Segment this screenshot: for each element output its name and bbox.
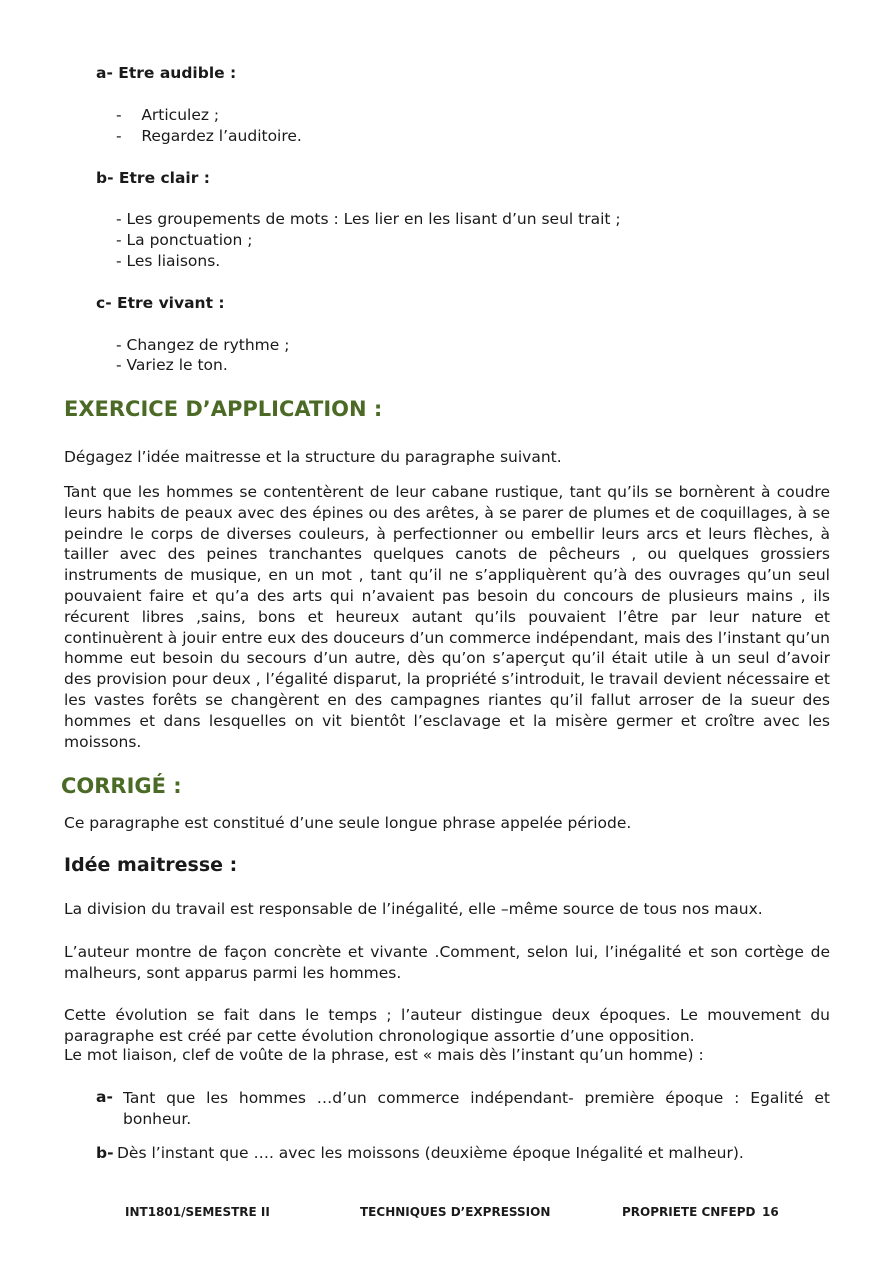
section-c-title: c- Etre vivant : [96,294,225,312]
corrige-intro: Ce paragraphe est constitué d’une seule longue phrase appelée période. [64,814,632,832]
list-item: - Articulez ; [116,106,220,124]
corrige-p4: Le mot liaison, clef de voûte de la phrase, est « mais dès l’instant qu’un homme) : [64,1046,704,1064]
exercise-instruction: Dégagez l’idée maitresse et la structure du paragraphe suivant. [64,448,562,466]
exercise-passage: Tant que les hommes se contentèrent de leur cabane rustique, tant qu’ils se bornèrent à coudre leurs habits de peaux avec des épines ou des arêtes, à se parer de plumes et de coquillages, à se peindre le corps de diverses couleurs, à perfectionner ou embellir leurs arcs et leurs flèches, à tailler avec des peines tranchantes quelques canots de pêcheurs , ou quelques grossiers instruments de musique, en un mot , tant qu’il ne s’appliquèrent qu’à des ouvrages qu’un seul pouvaient faire et qu’a des arts qui n’avaient pas besoin du concours de plusieurs mains , ils récurent libres ,sains, bons et heureux autant qu’ils pouvaient l’être par leur nature et continuèrent à jouir entre eux des douceurs d’un commerce indépendant, mais des l’instant qu’un homme eut besoin du secours d’un autre, dès qu’on s’aperçut qu’il était utile à un seul d’avoir des provision pour deux , l’égalité disparut, la propriété s’introduit, le travail devient nécessaire et les vastes forêts se changèrent en des campagnes riantes qu’il fallut arroser de la sueur des hommes et dans lesquelles on vit bientôt l’esclavage et la misère germer et croître avec les moissons. [64,483,830,751]
corrige-heading: CORRIGÉ : [61,774,182,798]
section-b-item-2: - La ponctuation ; [116,231,253,249]
section-b-item-3: - Les liaisons. [116,252,221,270]
exercise-heading: EXERCICE D’APPLICATION : [64,397,383,421]
item-b-text: Dès l’instant que …. avec les moissons (deuxième époque Inégalité et malheur). [117,1144,744,1162]
item-a-text: Tant que les hommes …d’un commerce indépendant- première époque : Egalité et bonheur. [123,1089,830,1128]
section-b-item-1: - Les groupements de mots : Les lier en les lisant d’un seul trait ; [116,210,621,228]
footer-left: INT1801/SEMESTRE II [125,1205,270,1219]
item-b-marker: b- [96,1144,114,1162]
item-a-marker: a- [96,1088,113,1106]
section-a-title: a- Etre audible : [96,64,237,82]
idee-heading: Idée maitresse : [64,854,238,876]
section-c-item-1: - Changez de rythme ; [116,336,290,354]
section-a-item-2: Regardez l’auditoire. [141,127,302,145]
footer-right: PROPRIETE CNFEPD [622,1205,756,1219]
footer-center: TECHNIQUES D’EXPRESSION [360,1205,551,1219]
corrige-p2: L’auteur montre de façon concrète et vivante .Comment, selon lui, l’inégalité et son cortège de malheurs, sont apparus parmi les hommes. [64,943,830,982]
corrige-p1: La division du travail est responsable de l’inégalité, elle –même source de tous nos maux. [64,900,763,918]
list-item: - Regardez l’auditoire. [116,127,302,145]
section-a-item-1: Articulez ; [141,106,220,124]
section-c-item-2: - Variez le ton. [116,356,228,374]
section-b-title: b- Etre clair : [96,169,210,187]
corrige-p3: Cette évolution se fait dans le temps ; l’auteur distingue deux époques. Le mouvement du paragraphe est créé par cette évolution chronologique assortie d’une opposition. [64,1006,830,1045]
page-number: 16 [762,1205,779,1219]
